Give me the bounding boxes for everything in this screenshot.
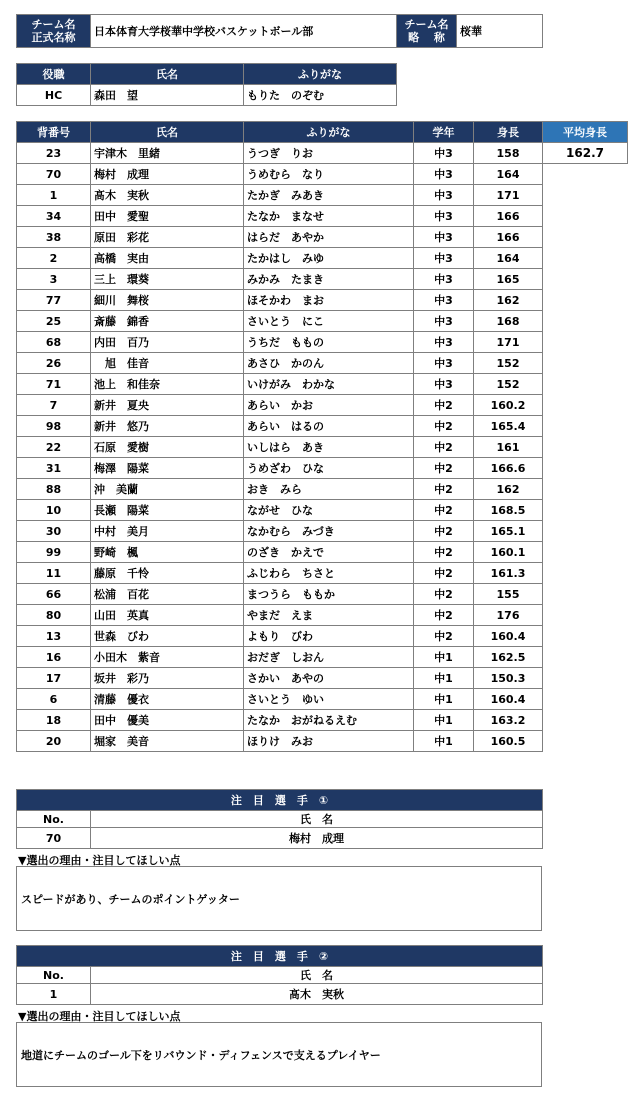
- table-row: [17, 395, 543, 416]
- player-height: 152: [474, 353, 543, 374]
- player-kana: おき みら: [244, 479, 414, 500]
- table-row: [17, 626, 543, 647]
- featured-1-reason: スピードがあり、チームのポイントゲッター: [16, 866, 542, 931]
- player-grade: 中2: [414, 626, 474, 647]
- player-grade: 中2: [414, 437, 474, 458]
- player-height: 166: [474, 227, 543, 248]
- player-name: 小田木 紫音: [91, 647, 244, 668]
- player-grade: 中2: [414, 500, 474, 521]
- player-kana: たかはし みゆ: [244, 248, 414, 269]
- player-grade: 中2: [414, 395, 474, 416]
- player-height: 164: [474, 164, 543, 185]
- player-kana: たかぎ みあき: [244, 185, 414, 206]
- player-number: 18: [17, 710, 91, 731]
- player-number: 11: [17, 563, 91, 584]
- player-name: 髙木 実秋: [91, 185, 244, 206]
- player-grade: 中1: [414, 710, 474, 731]
- table-row: [17, 353, 543, 374]
- player-number: 38: [17, 227, 91, 248]
- player-grade: 中3: [414, 164, 474, 185]
- player-number: 17: [17, 668, 91, 689]
- player-grade: 中3: [414, 248, 474, 269]
- player-height: 162: [474, 479, 543, 500]
- table-row: [17, 164, 543, 185]
- player-number: 25: [17, 311, 91, 332]
- table-row: [17, 500, 543, 521]
- player-kana: やまだ えま: [244, 605, 414, 626]
- player-kana: おだぎ しおん: [244, 647, 414, 668]
- table-row: [17, 458, 543, 479]
- player-height: 166: [474, 206, 543, 227]
- player-grade: 中3: [414, 311, 474, 332]
- team-name-label: チーム名 正式名称: [17, 15, 91, 48]
- player-height: 160.4: [474, 626, 543, 647]
- player-height: 160.4: [474, 689, 543, 710]
- player-name: 新井 夏央: [91, 395, 244, 416]
- table-row: [17, 143, 543, 164]
- player-name: 松浦 百花: [91, 584, 244, 605]
- player-number: 26: [17, 353, 91, 374]
- table-row: [17, 332, 543, 353]
- player-name: 長瀬 陽菜: [91, 500, 244, 521]
- table-row: [17, 689, 543, 710]
- average-height-table: [542, 121, 628, 164]
- player-kana: たなか おがねるえむ: [244, 710, 414, 731]
- player-height: 165.1: [474, 521, 543, 542]
- staff-name: 森田 望: [91, 85, 244, 106]
- player-name: 宇津木 里緒: [91, 143, 244, 164]
- player-name: 三上 環葵: [91, 269, 244, 290]
- player-kana: うつぎ りお: [244, 143, 414, 164]
- player-number: 13: [17, 626, 91, 647]
- table-row: [17, 248, 543, 269]
- player-grade: 中3: [414, 206, 474, 227]
- player-height: 162: [474, 290, 543, 311]
- player-height: 161.3: [474, 563, 543, 584]
- player-name: 中村 美月: [91, 521, 244, 542]
- player-height: 160.2: [474, 395, 543, 416]
- table-row: [17, 731, 543, 752]
- player-height: 165.4: [474, 416, 543, 437]
- player-height: 161: [474, 437, 543, 458]
- player-grade: 中2: [414, 458, 474, 479]
- player-number: 2: [17, 248, 91, 269]
- player-kana: みかみ たまき: [244, 269, 414, 290]
- player-grade: 中3: [414, 290, 474, 311]
- player-number: 31: [17, 458, 91, 479]
- player-height: 168: [474, 311, 543, 332]
- player-kana: ふじわら ちさと: [244, 563, 414, 584]
- player-grade: 中2: [414, 416, 474, 437]
- player-kana: のざき かえで: [244, 542, 414, 563]
- featured-2-no-label: No.: [17, 967, 91, 984]
- player-number: 71: [17, 374, 91, 395]
- player-number: 3: [17, 269, 91, 290]
- player-kana: あらい はるの: [244, 416, 414, 437]
- team-short-label: チーム名 略 称: [397, 15, 457, 48]
- table-row: [17, 374, 543, 395]
- player-name: 清藤 優衣: [91, 689, 244, 710]
- player-name: 梅村 成理: [91, 164, 244, 185]
- player-grade: 中3: [414, 332, 474, 353]
- player-height: 171: [474, 185, 543, 206]
- featured-1-reason-label: ▼選出の理由・注目してほしい点: [18, 854, 181, 867]
- featured-2-reason: 地道にチームのゴール下をリバウンド・ディフェンスで支えるプレイヤー: [16, 1022, 542, 1087]
- player-name: 藤原 千怜: [91, 563, 244, 584]
- table-row: [17, 521, 543, 542]
- player-name: 山田 英真: [91, 605, 244, 626]
- player-number: 16: [17, 647, 91, 668]
- staff-header-kana: ふりがな: [244, 64, 397, 85]
- player-grade: 中3: [414, 269, 474, 290]
- table-row: [17, 185, 543, 206]
- player-kana: あさひ かのん: [244, 353, 414, 374]
- player-number: 88: [17, 479, 91, 500]
- player-grade: 中1: [414, 668, 474, 689]
- player-number: 30: [17, 521, 91, 542]
- player-grade: 中1: [414, 647, 474, 668]
- featured-1-no-label: No.: [17, 811, 91, 828]
- player-name: 原田 彩花: [91, 227, 244, 248]
- player-number: 10: [17, 500, 91, 521]
- player-number: 23: [17, 143, 91, 164]
- player-name: 沖 美蘭: [91, 479, 244, 500]
- player-kana: さいとう ゆい: [244, 689, 414, 710]
- player-name: 旭 佳音: [91, 353, 244, 374]
- player-height: 160.1: [474, 542, 543, 563]
- player-number: 77: [17, 290, 91, 311]
- player-height: 155: [474, 584, 543, 605]
- player-kana: ほりけ みお: [244, 731, 414, 752]
- player-grade: 中1: [414, 689, 474, 710]
- player-height: 152: [474, 374, 543, 395]
- featured-1-name: 梅村 成理: [91, 828, 543, 849]
- table-row: [17, 584, 543, 605]
- player-grade: 中2: [414, 542, 474, 563]
- player-grade: 中2: [414, 563, 474, 584]
- player-height: 162.5: [474, 647, 543, 668]
- staff-kana: もりた のぞむ: [244, 85, 397, 106]
- player-number: 34: [17, 206, 91, 227]
- featured-2-name-label: 氏 名: [91, 967, 543, 984]
- player-number: 7: [17, 395, 91, 416]
- player-name: 田中 優美: [91, 710, 244, 731]
- player-height: 163.2: [474, 710, 543, 731]
- player-name: 坂井 彩乃: [91, 668, 244, 689]
- player-height: 166.6: [474, 458, 543, 479]
- player-grade: 中2: [414, 479, 474, 500]
- player-kana: ながせ ひな: [244, 500, 414, 521]
- player-kana: たなか まなせ: [244, 206, 414, 227]
- player-kana: よもり びわ: [244, 626, 414, 647]
- roster-table: [16, 121, 543, 752]
- player-number: 99: [17, 542, 91, 563]
- player-grade: 中3: [414, 227, 474, 248]
- player-height: 165: [474, 269, 543, 290]
- player-name: 斎藤 錦香: [91, 311, 244, 332]
- player-kana: うめざわ ひな: [244, 458, 414, 479]
- player-name: 堀家 美音: [91, 731, 244, 752]
- roster-header-grade: 学年: [414, 122, 474, 143]
- table-row: [17, 269, 543, 290]
- player-grade: 中1: [414, 731, 474, 752]
- table-row: [17, 479, 543, 500]
- staff-role: HC: [17, 85, 91, 106]
- player-grade: 中3: [414, 185, 474, 206]
- player-number: 66: [17, 584, 91, 605]
- player-kana: いしはら あき: [244, 437, 414, 458]
- player-height: 160.5: [474, 731, 543, 752]
- roster-header-height: 身長: [474, 122, 543, 143]
- player-grade: 中3: [414, 374, 474, 395]
- player-number: 1: [17, 185, 91, 206]
- player-name: 内田 百乃: [91, 332, 244, 353]
- roster-header-number: 背番号: [17, 122, 91, 143]
- player-name: 梅澤 陽菜: [91, 458, 244, 479]
- table-row: [17, 668, 543, 689]
- player-number: 20: [17, 731, 91, 752]
- player-name: 新井 悠乃: [91, 416, 244, 437]
- team-info-table: [16, 14, 543, 48]
- team-short-name: 桜華: [457, 15, 543, 48]
- player-kana: いけがみ わかな: [244, 374, 414, 395]
- player-kana: まつうら ももか: [244, 584, 414, 605]
- player-kana: はらだ あやか: [244, 227, 414, 248]
- player-number: 70: [17, 164, 91, 185]
- player-height: 158: [474, 143, 543, 164]
- average-height-value: 162.7: [543, 143, 628, 164]
- team-name: 日本体育大学桜華中学校バスケットボール部: [91, 15, 397, 48]
- player-kana: なかむら みづき: [244, 521, 414, 542]
- staff-header-role: 役職: [17, 64, 91, 85]
- table-row: [17, 542, 543, 563]
- table-row: [17, 227, 543, 248]
- featured-player-1-table: [16, 789, 543, 849]
- player-name: 田中 愛聖: [91, 206, 244, 227]
- player-height: 176: [474, 605, 543, 626]
- roster-header-kana: ふりがな: [244, 122, 414, 143]
- player-kana: さいとう にこ: [244, 311, 414, 332]
- table-row: [17, 437, 543, 458]
- table-row: [17, 563, 543, 584]
- table-row: [17, 416, 543, 437]
- table-row: [17, 311, 543, 332]
- player-number: 80: [17, 605, 91, 626]
- player-grade: 中2: [414, 605, 474, 626]
- featured-player-2-table: [16, 945, 543, 1005]
- player-number: 22: [17, 437, 91, 458]
- player-name: 高橋 実由: [91, 248, 244, 269]
- player-kana: うちだ ももの: [244, 332, 414, 353]
- player-height: 164: [474, 248, 543, 269]
- featured-2-title: 注 目 選 手 ②: [17, 946, 543, 967]
- player-number: 98: [17, 416, 91, 437]
- player-grade: 中2: [414, 521, 474, 542]
- player-kana: ほそかわ まお: [244, 290, 414, 311]
- player-grade: 中3: [414, 143, 474, 164]
- staff-header-name: 氏名: [91, 64, 244, 85]
- roster-header-name: 氏名: [91, 122, 244, 143]
- featured-1-title: 注 目 選 手 ①: [17, 790, 543, 811]
- player-name: 池上 和佳奈: [91, 374, 244, 395]
- average-height-label: 平均身長: [543, 122, 628, 143]
- featured-2-no: 1: [17, 984, 91, 1005]
- player-name: 野崎 楓: [91, 542, 244, 563]
- player-kana: さかい あやの: [244, 668, 414, 689]
- table-row: [17, 647, 543, 668]
- staff-table: [16, 63, 397, 106]
- player-name: 細川 舞桜: [91, 290, 244, 311]
- player-number: 68: [17, 332, 91, 353]
- player-grade: 中3: [414, 353, 474, 374]
- table-row: [17, 290, 543, 311]
- player-name: 世森 びわ: [91, 626, 244, 647]
- player-kana: あらい かお: [244, 395, 414, 416]
- player-grade: 中2: [414, 584, 474, 605]
- player-number: 6: [17, 689, 91, 710]
- featured-1-name-label: 氏 名: [91, 811, 543, 828]
- player-height: 171: [474, 332, 543, 353]
- player-name: 石原 愛樹: [91, 437, 244, 458]
- table-row: [17, 605, 543, 626]
- player-kana: うめむら なり: [244, 164, 414, 185]
- table-row: [17, 710, 543, 731]
- featured-2-name: 髙木 実秋: [91, 984, 543, 1005]
- player-height: 150.3: [474, 668, 543, 689]
- featured-2-reason-label: ▼選出の理由・注目してほしい点: [18, 1010, 181, 1023]
- table-row: [17, 206, 543, 227]
- featured-1-no: 70: [17, 828, 91, 849]
- player-height: 168.5: [474, 500, 543, 521]
